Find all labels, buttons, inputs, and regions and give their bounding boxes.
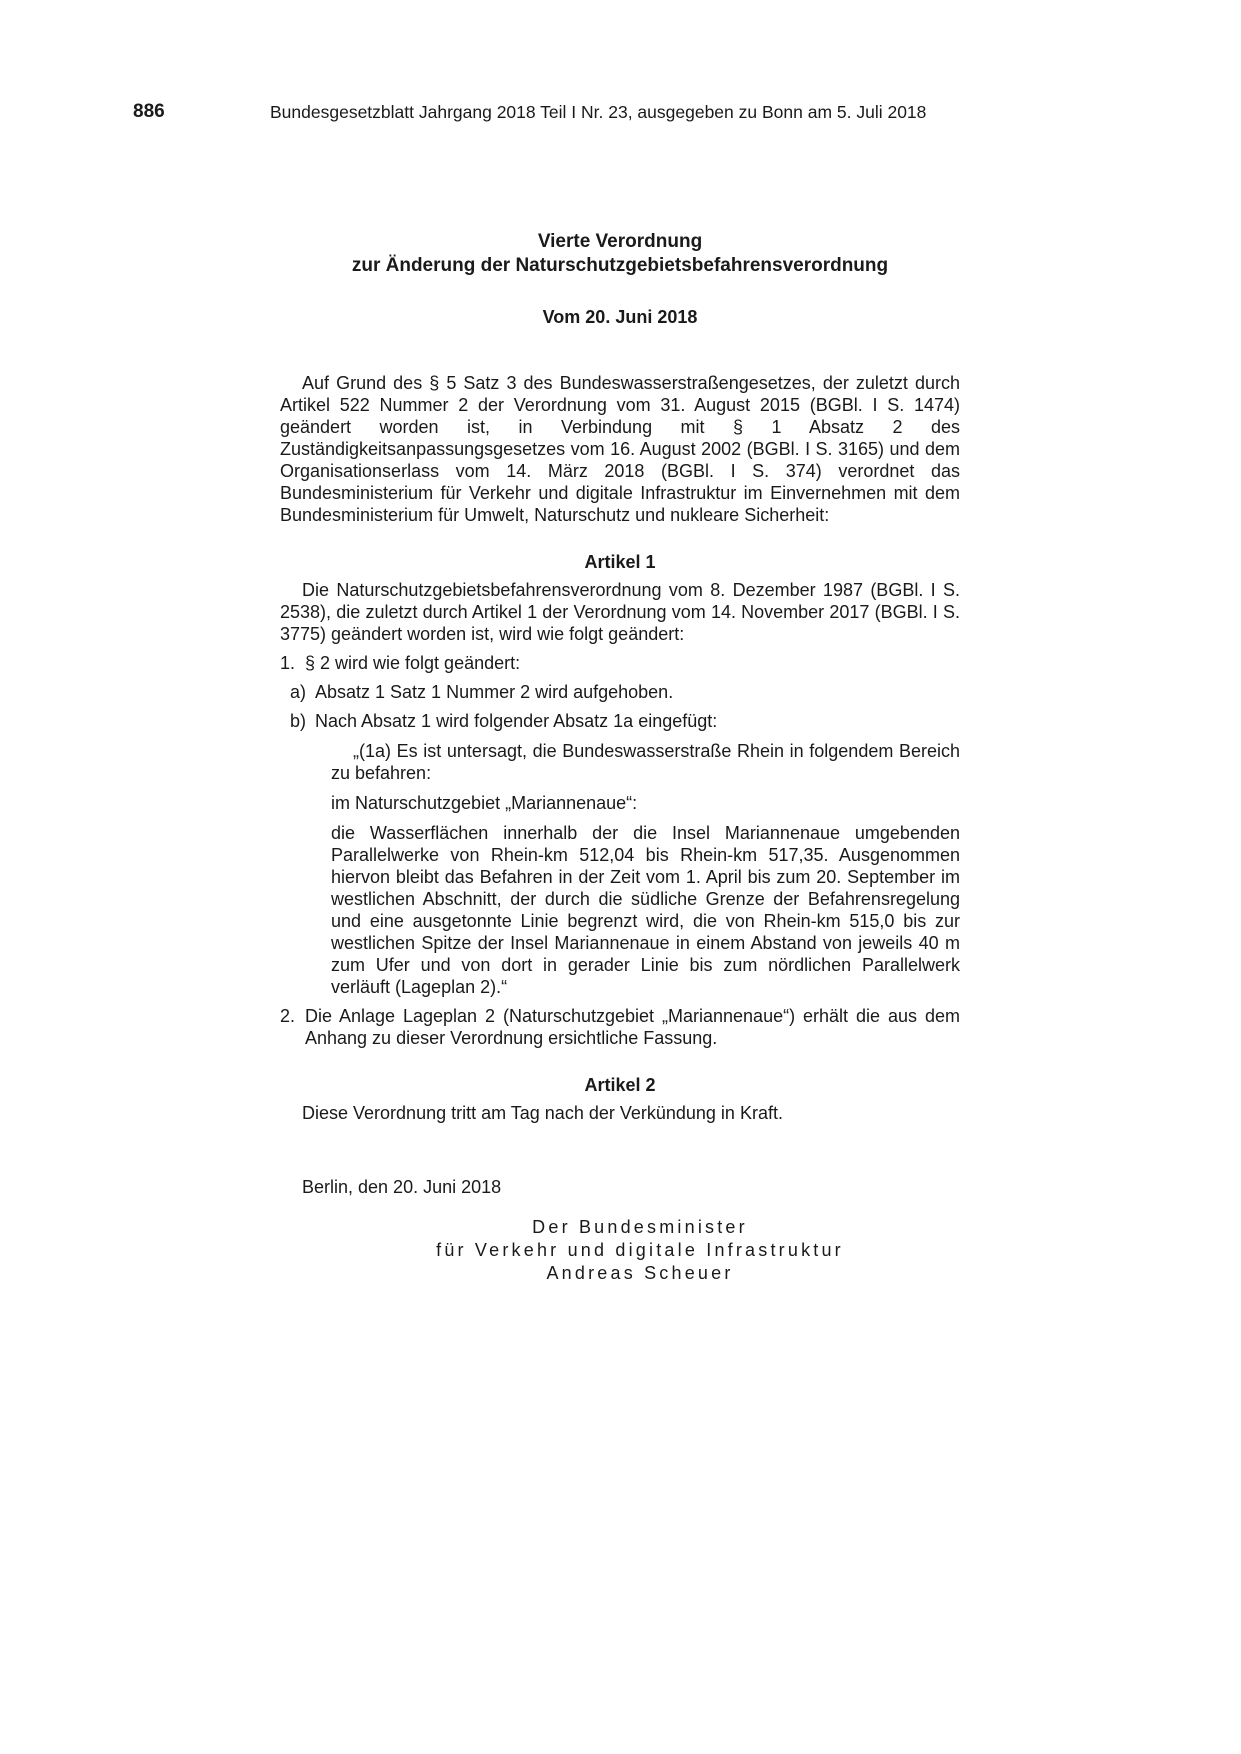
sub-item-letter: a) [290, 682, 307, 702]
sub-item-letter: b) [290, 711, 307, 731]
list-item-number: 1. [280, 653, 296, 673]
article1-intro: Die Naturschutzgebietsbefahrensverordnung vom 8. Dezember 1987 (BGBl. I S. 2538), die zuletzt durch Artikel 1 der Verordnung vom 14. November 2017 (BGBl. I S. 3775) geändert worden ist, wird wie folgt geändert: [280, 580, 960, 644]
inserted-paragraph-block [331, 740, 960, 998]
document-title-line1: Vierte Verordnung [537, 231, 703, 252]
list-item-1 [280, 652, 960, 674]
list-item-text: § 2 wird wie folgt geändert: [305, 653, 521, 673]
document-date: Vom 20. Juni 2018 [542, 307, 698, 327]
place-and-date: Berlin, den 20. Juni 2018 [302, 1177, 502, 1197]
sub-item-b [290, 710, 960, 732]
page-number: 886 [133, 101, 165, 122]
article2-heading: Artikel 2 [584, 1075, 656, 1095]
sub-item-text: Absatz 1 Satz 1 Nummer 2 wird aufgehoben. [315, 682, 674, 702]
signature-line3: Andreas Scheuer [546, 1263, 734, 1283]
inserted-paragraph-1a: „(1a) Es ist untersagt, die Bundeswasserstraße Rhein in folgendem Bereich zu befahren: [331, 741, 960, 783]
document-body [280, 230, 960, 1285]
preamble: Auf Grund des § 5 Satz 3 des Bundeswasserstraßengesetzes, der zuletzt durch Artikel 522 Nummer 2 der Verordnung vom 31. August 2015 (BGBl. I S. 1474) geändert worden ist, in Verbindung mit § 1 Absatz 2 des Zuständigkeitsanpassungsgesetzes vom 16. August 2002 (BGBl. I S. 3165) und dem Organisationserlass vom 14. März 2018 (BGBl. I S. 374) verordnet das Bundesministerium für Verkehr und digitale Infrastruktur im Einvernehmen mit dem Bundesministerium für Umwelt, Naturschutz und nukleare Sicherheit: [280, 373, 960, 525]
document-title-line2: zur Änderung der Naturschutzgebietsbefahrensverordnung [351, 255, 889, 276]
article1-heading: Artikel 1 [584, 552, 656, 572]
list-item-number: 2. [280, 1006, 296, 1026]
article2-text: Diese Verordnung tritt am Tag nach der Verkündung in Kraft. [302, 1103, 783, 1123]
list-item-2 [280, 1005, 960, 1049]
signature-line1: Der Bundesminister [532, 1217, 748, 1237]
list-item-text: Die Anlage Lageplan 2 (Naturschutzgebiet „Mariannenaue“) erhält die aus dem Anhang zu dieser Verordnung ersichtliche Fassung. [305, 1006, 960, 1048]
sub-item-text: Nach Absatz 1 wird folgender Absatz 1a eingefügt: [315, 711, 718, 731]
signature-block [280, 1216, 960, 1285]
sub-item-a [290, 681, 960, 703]
inserted-area-heading: im Naturschutzgebiet „Mariannenaue“: [331, 793, 638, 813]
inserted-area-description: die Wasserflächen innerhalb der die Insel Mariannenaue umgebenden Parallelwerke von Rhein-km 512,04 bis Rhein-km 517,35. Ausgenommen hiervon bleibt das Befahren in der Zeit vom 1. April bis zum 20. September im westlichen Abschnitt, der durch die südliche Grenze der Befahrensregelung und eine ausgetonnte Linie begrenzt wird, die von Rhein-km 515,0 bis zur westlichen Spitze der Insel Mariannenaue in einem Abstand von jeweils 40 m zum Ufer und von dort in gerader Linie bis zum nördlichen Parallelwerk verläuft (Lageplan 2).“ [331, 823, 960, 997]
signature-line2: für Verkehr und digitale Infrastruktur [436, 1240, 844, 1260]
running-head: Bundesgesetzblatt Jahrgang 2018 Teil I Nr. 23, ausgegeben zu Bonn am 5. Juli 2018 [270, 102, 927, 122]
